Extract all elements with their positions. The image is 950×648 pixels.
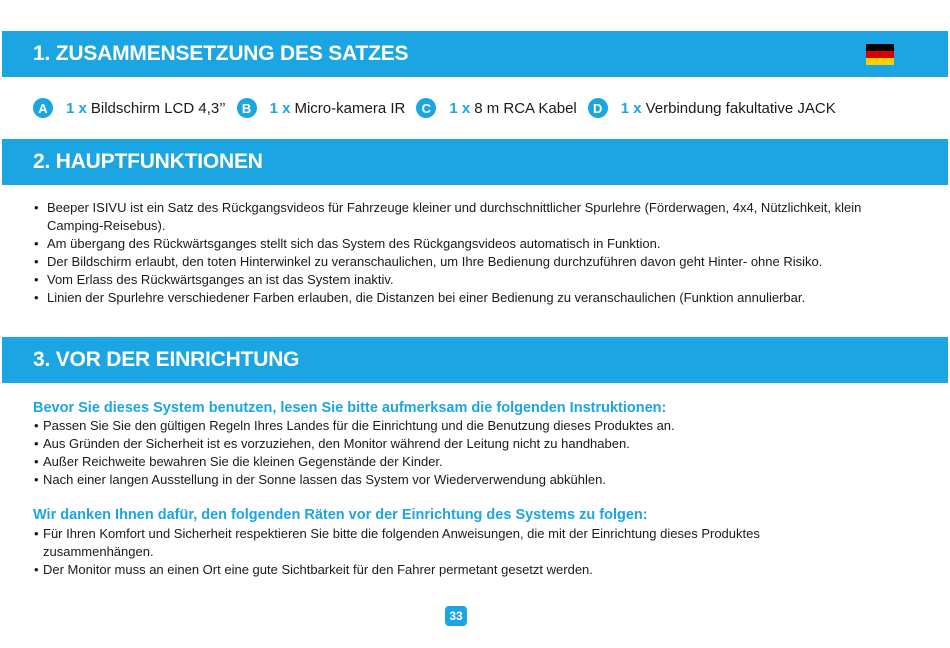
kit-item [416, 98, 576, 118]
list-item: • Linien der Spurlehre verschiedener Farben erlauben, die Distanzen bei einer Bedienung zu veranschaulichen (Funktion annulierbar. [33, 289, 913, 307]
preparation-heading: Bevor Sie dieses System benutzen, lesen Sie bitte aufmerksam die folgenden Instruktionen: [33, 400, 667, 416]
list-item: • Am übergang des Rückwärtsganges stellt sich das System des Rückgangsvideos automatisch in Funktion. [33, 235, 913, 253]
list-item: • Passen Sie Sie den gültigen Regeln Ihres Landes für die Einrichtung und die Benutzung dieses Produktes an. [33, 417, 913, 435]
list-item: • Beeper ISIVU ist ein Satz des Rückgangsvideos für Fahrzeuge kleiner und durchschnittlicher Spurlehre (Förderwagen, 4x4, Nützlichkeit, klein Camping-Reisebus). [33, 199, 913, 235]
flag-stripe-gold [866, 58, 894, 65]
page-number: 33 [445, 606, 467, 626]
flag-stripe-red [866, 51, 894, 58]
kit-qty: 1 x [449, 99, 471, 117]
kit-qty: 1 x [269, 99, 291, 117]
kit-qty: 1 x [66, 99, 87, 117]
kit-label: Verbindung fakultative JACK [645, 99, 836, 117]
list-item: • Der Monitor muss an einen Ort eine gute Sichtbarkeit für den Fahrer permetant gesetzt werden. [33, 561, 913, 579]
kit-qty: 1 x [620, 99, 642, 117]
letter-badge: D [588, 98, 608, 118]
section-header-main-functions [2, 139, 948, 185]
list-item: • Der Bildschirm erlaubt, den toten Hinterwinkel zu veranschaulichen, um Ihre Bedienung durchzuführen davon geht Hinter- ohne Risiko. [33, 253, 847, 271]
german-flag-icon [866, 44, 894, 65]
kit-item [33, 98, 226, 118]
flag-stripe-black [866, 44, 894, 51]
list-item: • Für Ihren Komfort und Sicherheit respektieren Sie bitte die folgenden Anweisungen, die mit der Einrichtung dieses Produktes zusammenhängen. [33, 525, 843, 561]
list-item: • Aus Gründen der Sicherheit ist es vorzuziehen, den Monitor während der Leitung nicht zu handhaben. [33, 435, 913, 453]
kit-label: 8 m RCA Kabel [474, 99, 577, 117]
section-title: 2. HAUPTFUNKTIONEN [33, 150, 263, 173]
list-item: • Vom Erlass des Rückwärtsganges an ist das System inaktiv. [33, 271, 913, 289]
section-header-before-installation [2, 337, 948, 383]
letter-badge: C [416, 98, 436, 118]
advice-list [33, 525, 913, 579]
kit-item [237, 98, 406, 118]
main-functions-list [33, 199, 913, 307]
advice-heading: Wir danken Ihnen dafür, den folgenden Räten vor der Einrichtung des Systems zu folgen: [33, 507, 648, 523]
letter-badge: B [237, 98, 257, 118]
list-item: • Nach einer langen Ausstellung in der Sonne lassen das System vor Wiederverwendung abkühlen. [33, 471, 913, 489]
kit-item [588, 98, 836, 118]
section-title: 1. ZUSAMMENSETZUNG DES SATZES [33, 42, 409, 65]
kit-label: Micro-kamera IR [294, 99, 406, 117]
kit-contents [33, 96, 847, 120]
section-header-composition [2, 31, 948, 77]
section-title: 3. VOR DER EINRICHTUNG [33, 348, 300, 371]
list-item: • Außer Reichweite bewahren Sie die kleinen Gegenstände der Kinder. [33, 453, 913, 471]
kit-label: Bildschirm LCD 4,3’’ [90, 99, 226, 117]
preparation-list [33, 417, 913, 489]
letter-badge: A [33, 98, 53, 118]
